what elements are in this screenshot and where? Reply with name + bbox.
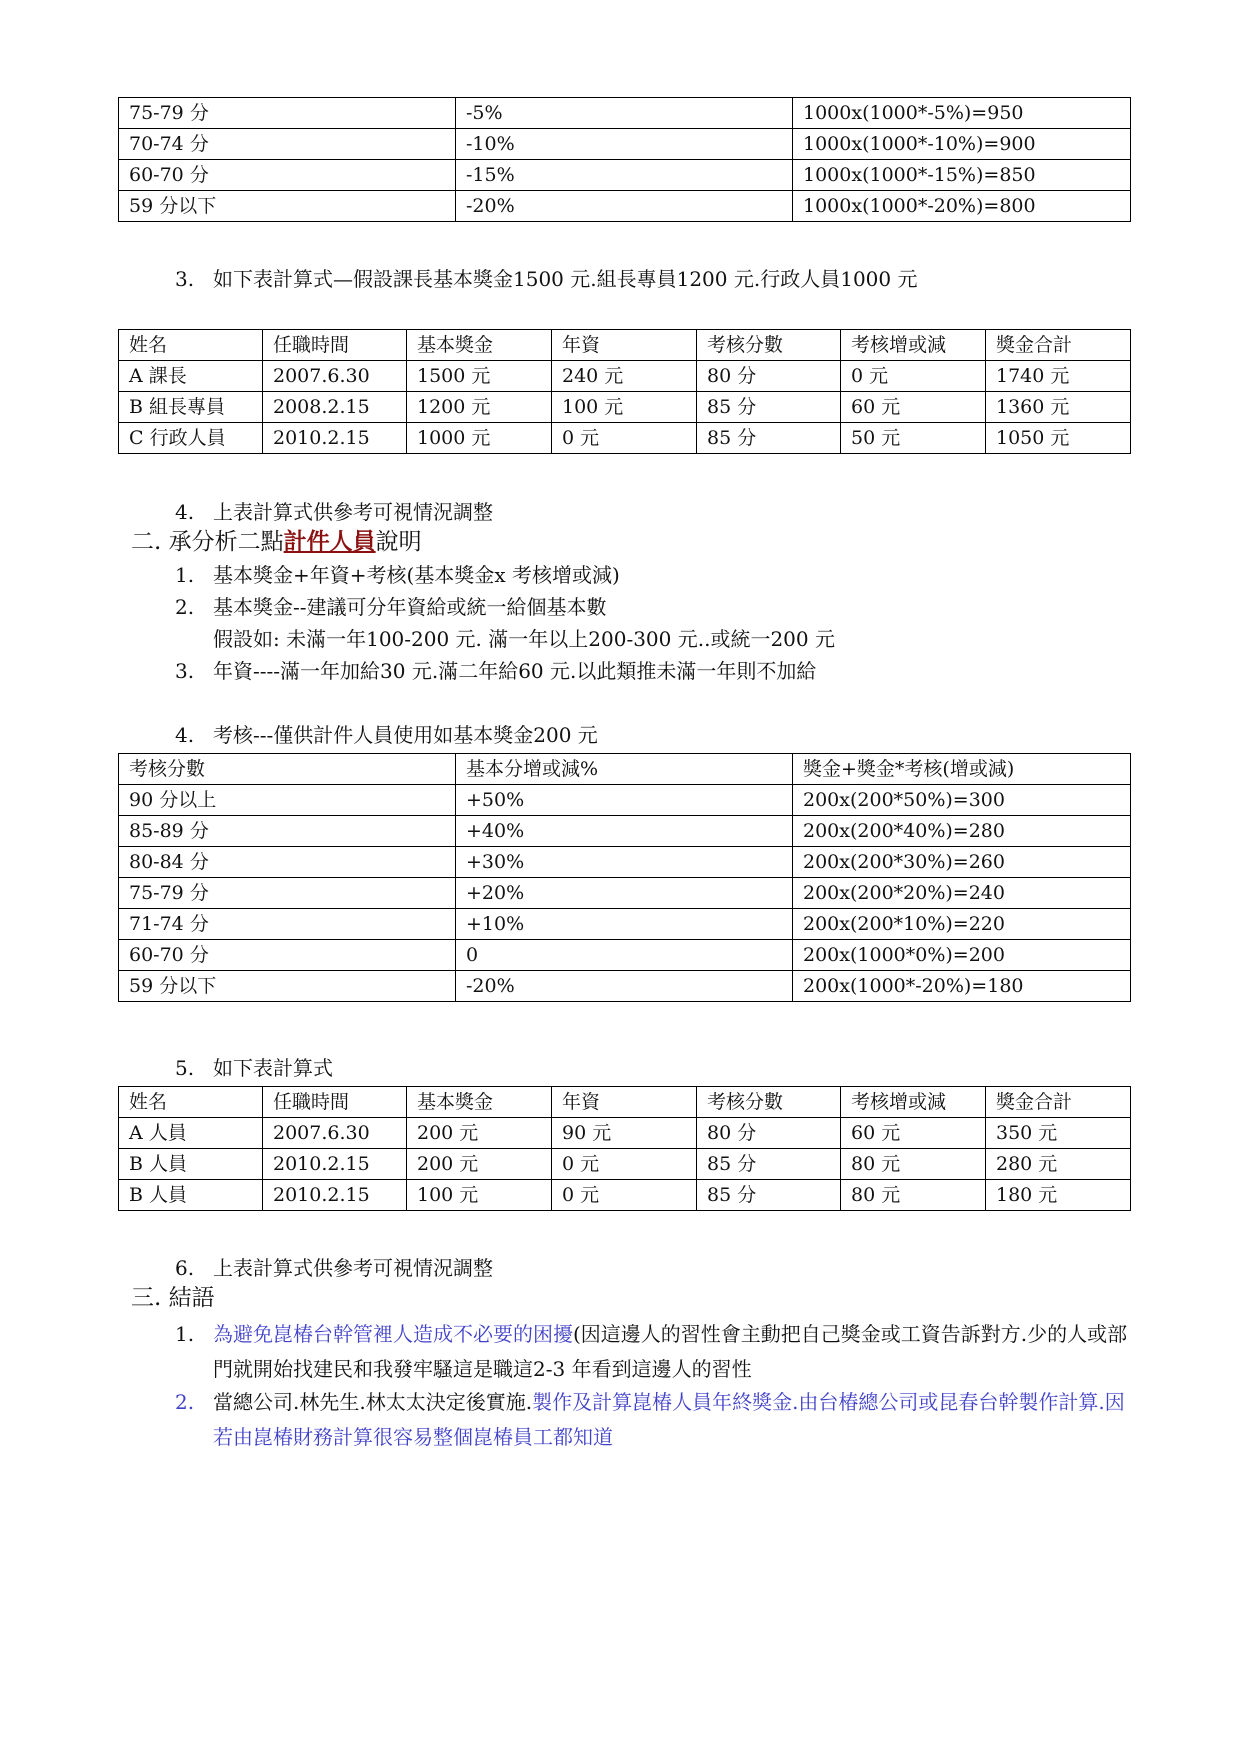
manager-bonus-table [118, 329, 1131, 454]
table-row [119, 361, 1131, 392]
table-cell: 2010.2.15 [263, 1149, 407, 1180]
table-cell: 200 元 [407, 1149, 552, 1180]
column-header: 姓名 [119, 330, 263, 361]
table-cell: 0 元 [552, 1149, 697, 1180]
table-cell: 60-70 分 [119, 940, 456, 971]
table-cell: 2007.6.30 [263, 1118, 407, 1149]
table-cell: -15% [456, 160, 793, 191]
table-cell: 80 分 [697, 361, 841, 392]
table-cell: 80 分 [697, 1118, 841, 1149]
table-row [119, 392, 1131, 423]
table-cell: B 人員 [119, 1149, 263, 1180]
table-cell: 1500 元 [407, 361, 552, 392]
table-cell: 85 分 [697, 392, 841, 423]
item-text: 假設如: 未滿一年100-200 元. 滿一年以上200-300 元..或統一200 元 [213, 627, 835, 651]
deduction-table [118, 97, 1131, 222]
table-cell: 240 元 [552, 361, 697, 392]
item-number: 1. [175, 1322, 195, 1346]
table-row [119, 1180, 1131, 1211]
table-cell: +20% [456, 878, 793, 909]
conclusion-blue-text: 製作及計算崑椿人員年終獎金.由台椿總公司或昆春台幹製作計算.因若由崑椿財務計算很容易整個崑椿員工都知道 [213, 1390, 1125, 1449]
conclusion-text: 當總公司.林先生.林太太決定後實施. [213, 1390, 533, 1414]
table-cell: C 行政人員 [119, 423, 263, 454]
column-header: 獎金+獎金*考核(增或減) [793, 754, 1131, 785]
table-cell: 59 分以下 [119, 971, 456, 1002]
item-number: 6. [175, 1256, 195, 1280]
table-cell: 80 元 [841, 1149, 986, 1180]
table-cell: 350 元 [986, 1118, 1131, 1149]
table-header-row [119, 1087, 1131, 1118]
conclusion-blue-text: 為避免崑椿台幹管裡人造成不必要的困擾 [213, 1322, 573, 1346]
column-header: 姓名 [119, 1087, 263, 1118]
table-row [119, 423, 1131, 454]
table-cell: 60 元 [841, 392, 986, 423]
table-cell: 1000x(1000*-10%)=900 [793, 129, 1131, 160]
table-header-row [119, 754, 1131, 785]
table-row [119, 1118, 1131, 1149]
column-header: 考核增或減 [841, 330, 986, 361]
table-cell: 0 元 [552, 423, 697, 454]
column-header: 考核分數 [119, 754, 456, 785]
highlighted-term: 計件人員 [283, 528, 376, 555]
table-cell: 0 元 [552, 1180, 697, 1211]
table-cell: 200x(200*10%)=220 [793, 909, 1131, 940]
table-row [119, 129, 1131, 160]
column-header: 任職時間 [263, 1087, 407, 1118]
item-text: 如下表計算式 [213, 1056, 333, 1080]
column-header: 考核分數 [697, 1087, 841, 1118]
conclusion-text: (因這邊人的習性會主動把自己獎金或工資告訴對方.少的人或部門就開始找建民和我發牢騷這是職這2-3 年看到這邊人的習性 [213, 1322, 1128, 1381]
score-adjustment-table [118, 753, 1131, 1002]
table-cell: 280 元 [986, 1149, 1131, 1180]
table-cell: 1000x(1000*-20%)=800 [793, 191, 1131, 222]
table-cell: 60-70 分 [119, 160, 456, 191]
table-row [119, 940, 1131, 971]
column-header: 考核增或減 [841, 1087, 986, 1118]
table-cell: 85 分 [697, 1180, 841, 1211]
table-cell: +10% [456, 909, 793, 940]
table-cell: 90 元 [552, 1118, 697, 1149]
table-cell: 200x(200*40%)=280 [793, 816, 1131, 847]
table-row [119, 160, 1131, 191]
table-cell: 0 元 [841, 361, 986, 392]
table-cell: 200x(200*30%)=260 [793, 847, 1131, 878]
column-header: 基本分增或減% [456, 754, 793, 785]
item-number: 4. [175, 723, 195, 747]
table-cell: 1200 元 [407, 392, 552, 423]
item-text: 上表計算式供參考可視情況調整 [213, 1256, 493, 1280]
table-cell: 80-84 分 [119, 847, 456, 878]
column-header: 獎金合計 [986, 330, 1131, 361]
table-cell: 0 [456, 940, 793, 971]
table-header-row [119, 330, 1131, 361]
table-cell: 85 分 [697, 1149, 841, 1180]
table-cell: 200x(200*50%)=300 [793, 785, 1131, 816]
table-row [119, 971, 1131, 1002]
table-cell: 2010.2.15 [263, 1180, 407, 1211]
table-cell: +40% [456, 816, 793, 847]
item-text: 基本獎金+年資+考核(基本獎金x 考核增或減) [213, 563, 620, 587]
column-header: 基本獎金 [407, 1087, 552, 1118]
table-cell: -20% [456, 971, 793, 1002]
table-cell: -10% [456, 129, 793, 160]
table-cell: 200x(1000*0%)=200 [793, 940, 1131, 971]
table-cell: 1740 元 [986, 361, 1131, 392]
item-text: 基本獎金--建議可分年資給或統一給個基本數 [213, 595, 607, 619]
table-cell: +50% [456, 785, 793, 816]
table-cell: 71-74 分 [119, 909, 456, 940]
table-cell: 85 分 [697, 423, 841, 454]
table-cell: 1000 元 [407, 423, 552, 454]
table-cell: 2010.2.15 [263, 423, 407, 454]
table-cell: 1000x(1000*-15%)=850 [793, 160, 1131, 191]
column-header: 考核分數 [697, 330, 841, 361]
column-header: 任職時間 [263, 330, 407, 361]
table-row [119, 878, 1131, 909]
table-cell: 2007.6.30 [263, 361, 407, 392]
table-cell: 75-79 分 [119, 98, 456, 129]
column-header: 年資 [552, 1087, 697, 1118]
table-cell: 200x(1000*-20%)=180 [793, 971, 1131, 1002]
item-number: 3. [175, 267, 195, 291]
table-row [119, 785, 1131, 816]
table-cell: 200 元 [407, 1118, 552, 1149]
table-cell: 75-79 分 [119, 878, 456, 909]
item-text: 上表計算式供參考可視情況調整 [213, 500, 493, 524]
item-text: 考核---僅供計件人員使用如基本獎金200 元 [213, 723, 598, 747]
table-cell: -20% [456, 191, 793, 222]
table-cell: 2008.2.15 [263, 392, 407, 423]
section-prefix: 二. 承分析二點 [131, 529, 284, 555]
table-cell: 1360 元 [986, 392, 1131, 423]
column-header: 基本獎金 [407, 330, 552, 361]
section-heading [131, 527, 422, 557]
table-cell: B 組長專員 [119, 392, 263, 423]
table-cell: A 人員 [119, 1118, 263, 1149]
item-number: 2. [175, 595, 195, 619]
item-number: 1. [175, 563, 195, 587]
table-row [119, 98, 1131, 129]
column-header: 獎金合計 [986, 1087, 1131, 1118]
table-cell: 200x(200*20%)=240 [793, 878, 1131, 909]
table-row [119, 1149, 1131, 1180]
table-cell: 50 元 [841, 423, 986, 454]
table-cell: 1050 元 [986, 423, 1131, 454]
table-cell: 100 元 [407, 1180, 552, 1211]
table-row [119, 847, 1131, 878]
table-cell: 80 元 [841, 1180, 986, 1211]
table-cell: 60 元 [841, 1118, 986, 1149]
item-number: 2. [175, 1390, 195, 1414]
table-row [119, 191, 1131, 222]
table-cell: 100 元 [552, 392, 697, 423]
table-cell: -5% [456, 98, 793, 129]
item-text: 如下表計算式—假設課長基本獎金1500 元.組長專員1200 元.行政人員1000 元 [213, 267, 918, 291]
item-text: 年資----滿一年加給30 元.滿二年給60 元.以此類推未滿一年則不加給 [213, 659, 817, 683]
table-cell: A 課長 [119, 361, 263, 392]
section-suffix: 說明 [375, 529, 422, 555]
table-cell: +30% [456, 847, 793, 878]
table-cell: B 人員 [119, 1180, 263, 1211]
item-number: 3. [175, 659, 195, 683]
column-header: 年資 [552, 330, 697, 361]
table-cell: 70-74 分 [119, 129, 456, 160]
table-cell: 59 分以下 [119, 191, 456, 222]
section-heading: 三. 結語 [131, 1285, 215, 1311]
table-cell: 85-89 分 [119, 816, 456, 847]
table-cell: 90 分以上 [119, 785, 456, 816]
table-row [119, 816, 1131, 847]
item-number: 5. [175, 1056, 195, 1080]
table-cell: 1000x(1000*-5%)=950 [793, 98, 1131, 129]
item-number: 4. [175, 500, 195, 524]
table-cell: 180 元 [986, 1180, 1131, 1211]
table-row [119, 909, 1131, 940]
piecework-bonus-table [118, 1086, 1131, 1211]
